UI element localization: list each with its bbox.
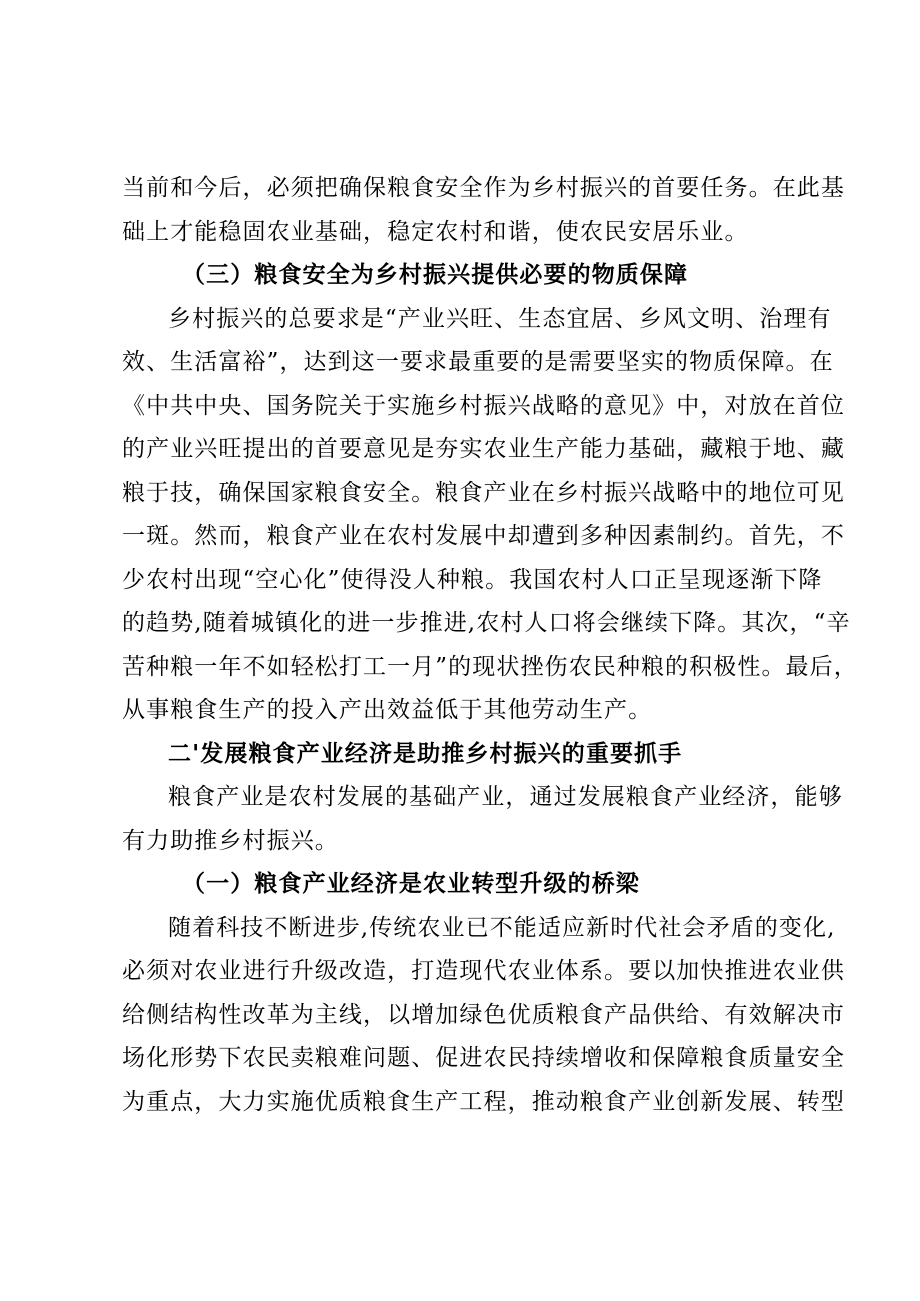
paragraph-line: 的产业兴旺提出的首要意见是夯实农业生产能力基础，藏粮于地、藏 xyxy=(122,436,845,462)
paragraph-line: 场化形势下农民卖粮难问题、促进农民持续增收和保障粮食质量安全 xyxy=(122,1045,845,1071)
paragraph-line: 效、生活富裕”，达到这一要求最重要的是需要坚实的物质保障。在 xyxy=(122,349,834,375)
section-heading: （一）粮食产业经济是农业转型升级的桥梁 xyxy=(182,870,640,897)
paragraph-line: 有力助推乡村振兴。 xyxy=(122,828,339,854)
paragraph-line: 一斑。然而，粮食产业在农村发展中却遭到多种因素制约。首先，不 xyxy=(122,523,845,549)
paragraph-line: 粮于技，确保国家粮食安全。粮食产业在乡村振兴战略中的地位可见 xyxy=(122,480,845,506)
paragraph-line: 粮食产业是农村发展的基础产业，通过发展粮食产业经济，能够 xyxy=(168,784,843,810)
paragraph-line: 乡村振兴的总要求是“产业兴旺、生态宜居、乡风文明、治理有 xyxy=(168,306,832,332)
section-heading: （三）粮食安全为乡村振兴提供必要的物质保障 xyxy=(182,261,689,288)
paragraph-line: 当前和今后，必须把确保粮食安全作为乡村振兴的首要任务。在此基 xyxy=(122,175,845,201)
paragraph-line: 为重点，大力实施优质粮食生产工程，推动粮食产业创新发展、转型 xyxy=(122,1089,845,1115)
section-heading: 二'发展粮食产业经济是助推乡村振兴的重要抓手 xyxy=(168,740,683,767)
paragraph-line: 少农村出现“空心化”使得没人种粮。我国农村人口正呈现逐渐下降 xyxy=(122,567,823,593)
paragraph-line: 给侧结构性改革为主线，以增加绿色优质粮食产品供给、有效解决市 xyxy=(122,1002,845,1028)
paragraph-line: 苦种粮一年不如轻松打工一月”的现状挫伤农民种粮的积极性。最后， xyxy=(122,654,858,680)
paragraph-line: 础上才能稳固农业基础，稳定农村和谐，使农民安居乐业。 xyxy=(122,219,749,245)
paragraph-line: 的趋势,随着城镇化的进一步推进,农村人口将会继续下降。其次，“辛 xyxy=(122,610,851,636)
paragraph-line: 随着科技不断进步,传统农业已不能适应新时代社会矛盾的变化, xyxy=(168,915,836,941)
paragraph-line: 《中共中央、国务院关于实施乡村振兴战略的意见》中，对放在首位 xyxy=(122,393,845,419)
paragraph-line: 从事粮食生产的投入产出效益低于其他劳动生产。 xyxy=(122,697,653,723)
paragraph-line: 必须对农业进行升级改造，打造现代农业体系。要以加快推进农业供 xyxy=(122,958,845,984)
